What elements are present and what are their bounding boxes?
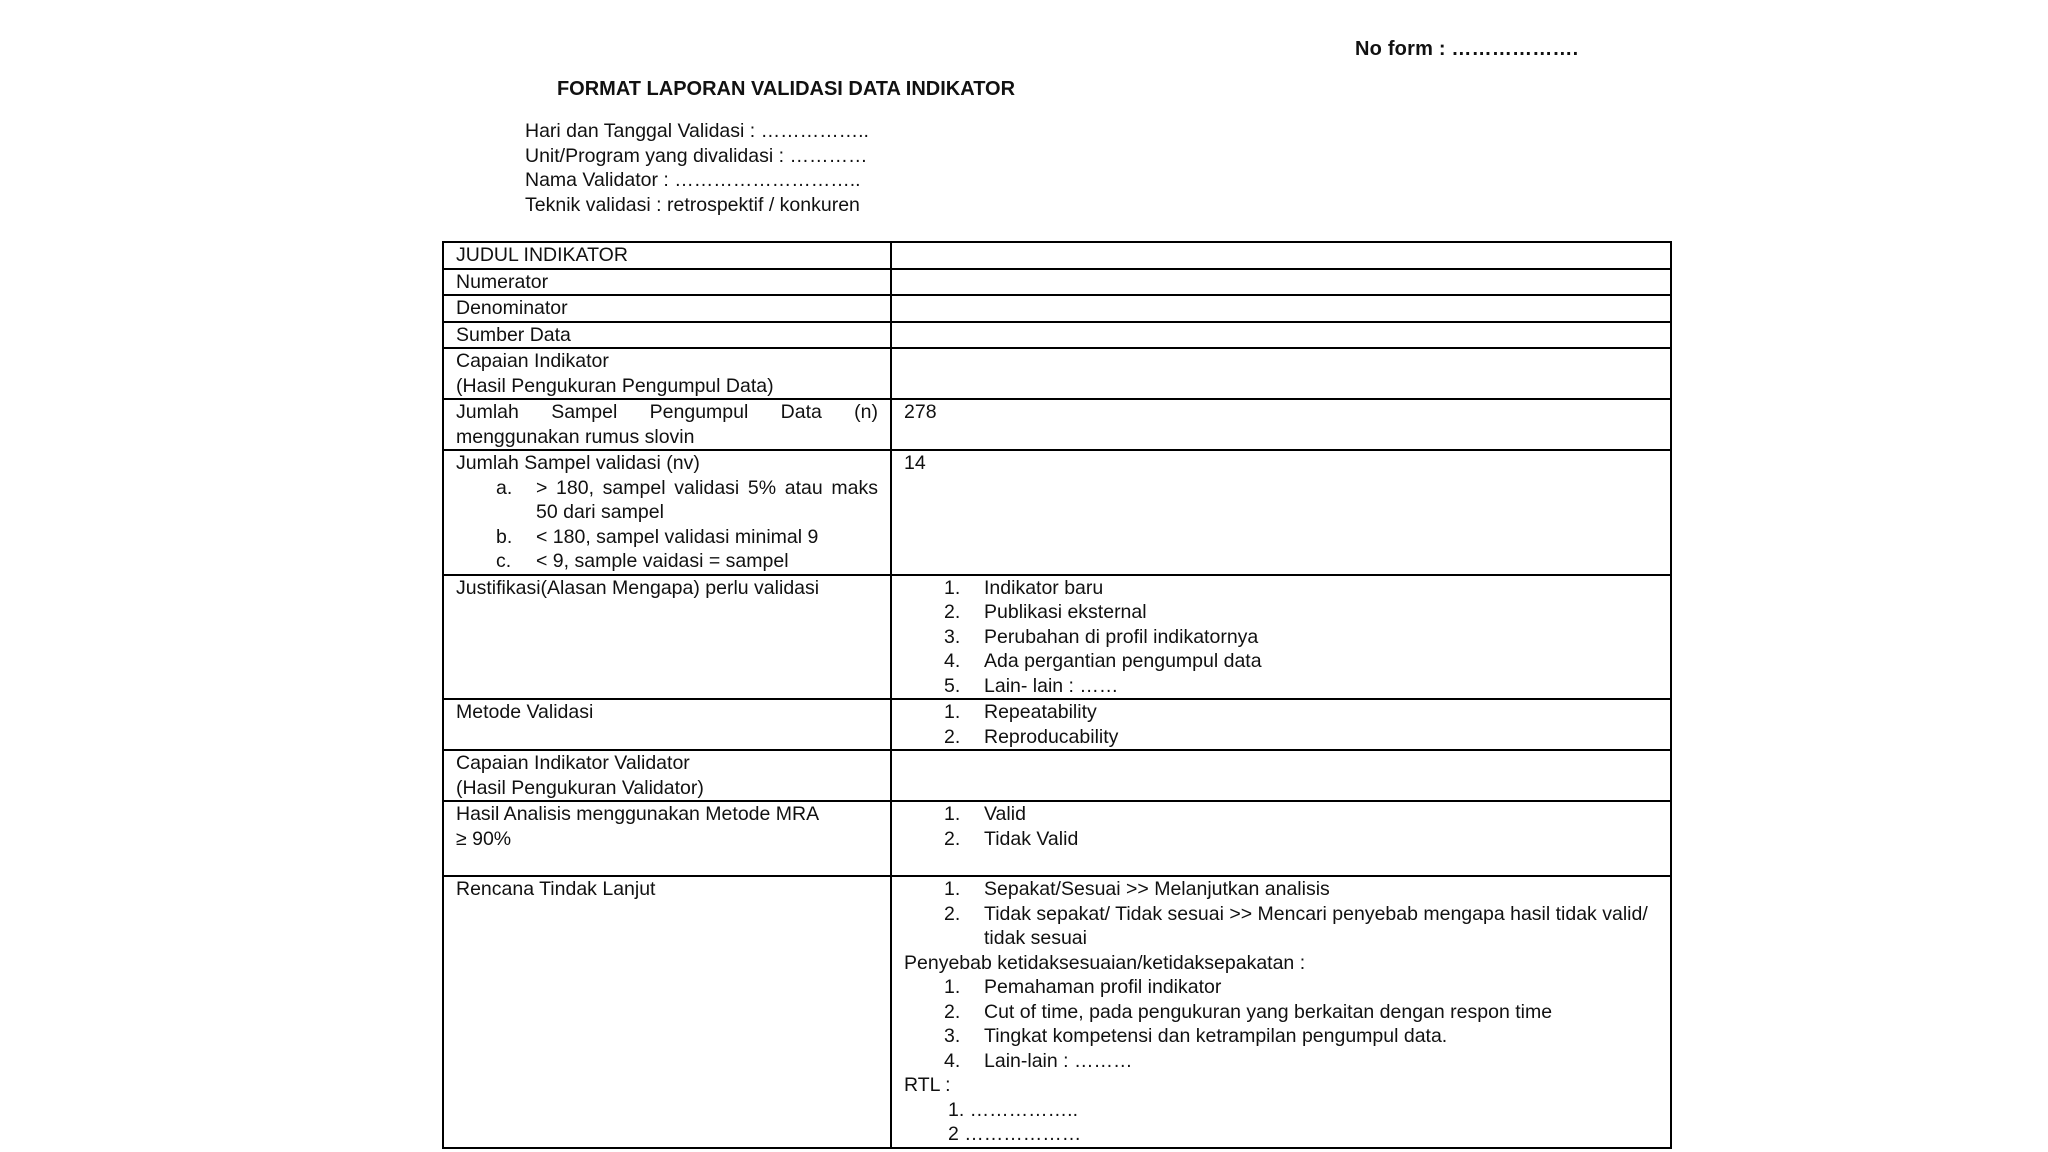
validation-meta	[525, 119, 869, 217]
list-text: Tingkat kompetensi dan ketrampilan pengumpul data.	[984, 1025, 1448, 1047]
row-rencana-tindak-lanjut	[443, 876, 1671, 1148]
list-text: Publikasi eksternal	[984, 601, 1147, 623]
row-denominator	[443, 295, 1671, 322]
list-marker: 5.	[944, 674, 961, 697]
list-marker: 2.	[944, 902, 961, 925]
list-marker: 1.	[944, 803, 961, 825]
value-sampel-validasi[interactable]: 14	[891, 450, 1671, 575]
hasil-line-2: ≥ 90%	[456, 827, 512, 850]
document-title: FORMAT LAPORAN VALIDASI DATA INDIKATOR	[556, 78, 1016, 100]
list-item	[944, 576, 1658, 601]
row-judul	[443, 242, 1671, 269]
value-hasil-analisis	[891, 801, 1671, 876]
list-item	[944, 600, 1658, 625]
penyebab-heading: Penyebab ketidaksesuaian/ketidaksepakatan :	[904, 951, 1306, 974]
label-judul: JUDUL INDIKATOR	[443, 242, 891, 269]
row-metode	[443, 699, 1671, 750]
value-denominator[interactable]	[891, 295, 1671, 322]
value-capaian-validator[interactable]	[891, 750, 1671, 801]
meta-technique: Teknik validasi : retrospektif / konkuren	[525, 193, 860, 216]
row-capaian	[443, 348, 1671, 399]
list-text: Repeatability	[984, 701, 1097, 723]
validation-table	[442, 241, 1672, 1149]
list-marker: 2.	[944, 725, 961, 748]
justifikasi-list	[944, 576, 1658, 699]
list-item	[944, 827, 1658, 852]
list-item	[944, 802, 1658, 827]
capaian-validator-line-1: Capaian Indikator Validator	[456, 752, 690, 774]
list-item	[944, 725, 1658, 750]
capaian-line-2: (Hasil Pengukuran Pengumpul Data)	[456, 374, 774, 397]
row-sumber	[443, 322, 1671, 349]
label-jumlah-sampel	[443, 399, 891, 450]
penyebab-list	[944, 975, 1658, 1073]
label-rencana: Rencana Tindak Lanjut	[443, 876, 891, 1148]
list-item	[496, 549, 878, 574]
list-item	[944, 1000, 1658, 1025]
list-item	[944, 1024, 1658, 1049]
meta-unit: Unit/Program yang divalidasi : …………	[525, 144, 868, 167]
label-sumber: Sumber Data	[443, 322, 891, 349]
label-capaian-validator	[443, 750, 891, 801]
row-jumlah-sampel	[443, 399, 1671, 450]
rtl-line-2: 2 ………………	[948, 1123, 1082, 1145]
list-text: Tidak Valid	[984, 827, 1079, 850]
list-marker: 2.	[944, 827, 961, 850]
list-marker: 1.	[944, 976, 961, 998]
list-item	[944, 674, 1658, 699]
value-justifikasi	[891, 575, 1671, 700]
list-marker: a.	[496, 476, 513, 499]
hasil-list	[944, 802, 1658, 851]
list-item	[944, 625, 1658, 650]
list-marker: 3.	[944, 1025, 961, 1047]
label-numerator: Numerator	[443, 269, 891, 296]
jumlah-sampel-text: Jumlah Sampel Pengumpul Data (n) menggunakan rumus slovin	[456, 401, 878, 448]
list-text: Valid	[984, 803, 1026, 825]
list-text: < 180, sampel validasi minimal 9	[536, 525, 819, 548]
list-item	[496, 525, 878, 550]
list-marker: 1.	[944, 878, 961, 900]
rtl-heading: RTL :	[904, 1074, 951, 1096]
list-item	[496, 476, 878, 525]
value-numerator[interactable]	[891, 269, 1671, 296]
list-text: Tidak sepakat/ Tidak sesuai >> Mencari penyebab mengapa hasil tidak valid/ tidak sesuai	[984, 902, 1648, 949]
meta-date: Hari dan Tanggal Validasi : ……………..	[525, 120, 869, 142]
sampel-validasi-title: Jumlah Sampel validasi (nv)	[456, 452, 700, 474]
capaian-line-1: Capaian Indikator	[456, 350, 609, 372]
list-item	[944, 649, 1658, 674]
list-marker: 1.	[944, 576, 961, 599]
label-hasil-analisis	[443, 801, 891, 876]
list-item	[944, 975, 1658, 1000]
metode-list	[944, 700, 1658, 749]
hasil-line-1: Hasil Analisis menggunakan Metode MRA	[456, 803, 820, 825]
list-marker: 2.	[944, 1000, 961, 1023]
list-marker: 4.	[944, 650, 961, 672]
value-sumber[interactable]	[891, 322, 1671, 349]
row-sampel-validasi	[443, 450, 1671, 575]
label-denominator: Denominator	[443, 295, 891, 322]
label-sampel-validasi	[443, 450, 891, 575]
list-marker: b.	[496, 525, 513, 548]
list-text: < 9, sample vaidasi = sampel	[536, 550, 789, 572]
list-marker: 2.	[944, 601, 961, 623]
form-number: No form : ……………….	[1355, 38, 1579, 60]
sampel-rules-list	[496, 476, 878, 574]
list-text: Indikator baru	[984, 576, 1104, 599]
list-item	[944, 1049, 1658, 1074]
value-jumlah-sampel[interactable]: 278	[891, 399, 1671, 450]
list-item	[944, 700, 1658, 725]
capaian-validator-line-2: (Hasil Pengukuran Validator)	[456, 776, 704, 799]
value-metode	[891, 699, 1671, 750]
list-marker: c.	[496, 550, 512, 572]
label-capaian	[443, 348, 891, 399]
list-text: Perubahan di profil indikatornya	[984, 625, 1259, 648]
list-text: Lain- lain : ……	[984, 674, 1119, 697]
rtl-options-list	[944, 877, 1658, 951]
list-text: Sepakat/Sesuai >> Melanjutkan analisis	[984, 878, 1330, 900]
row-justifikasi	[443, 575, 1671, 700]
list-marker: 3.	[944, 625, 961, 648]
list-item	[944, 902, 1658, 951]
row-numerator	[443, 269, 1671, 296]
list-marker: 1.	[944, 701, 961, 723]
rtl-line-1: 1. ……………..	[948, 1098, 1079, 1121]
label-justifikasi: Justifikasi(Alasan Mengapa) perlu validasi	[443, 575, 891, 700]
label-metode: Metode Validasi	[443, 699, 891, 750]
list-item	[944, 877, 1658, 902]
value-judul[interactable]	[891, 242, 1671, 269]
list-text: Cut of time, pada pengukuran yang berkaitan dengan respon time	[984, 1000, 1553, 1023]
value-capaian[interactable]	[891, 348, 1671, 399]
meta-validator: Nama Validator : ………………………..	[525, 169, 861, 191]
value-rencana	[891, 876, 1671, 1148]
list-text: Lain-lain : ………	[984, 1049, 1133, 1072]
row-hasil-analisis	[443, 801, 1671, 876]
list-text: Ada pergantian pengumpul data	[984, 650, 1262, 672]
list-marker: 4.	[944, 1049, 961, 1072]
list-text: > 180, sampel validasi 5% atau maks 50 dari sampel	[536, 476, 878, 523]
list-text: Pemahaman profil indikator	[984, 976, 1222, 998]
list-text: Reproducability	[984, 725, 1119, 748]
row-capaian-validator	[443, 750, 1671, 801]
